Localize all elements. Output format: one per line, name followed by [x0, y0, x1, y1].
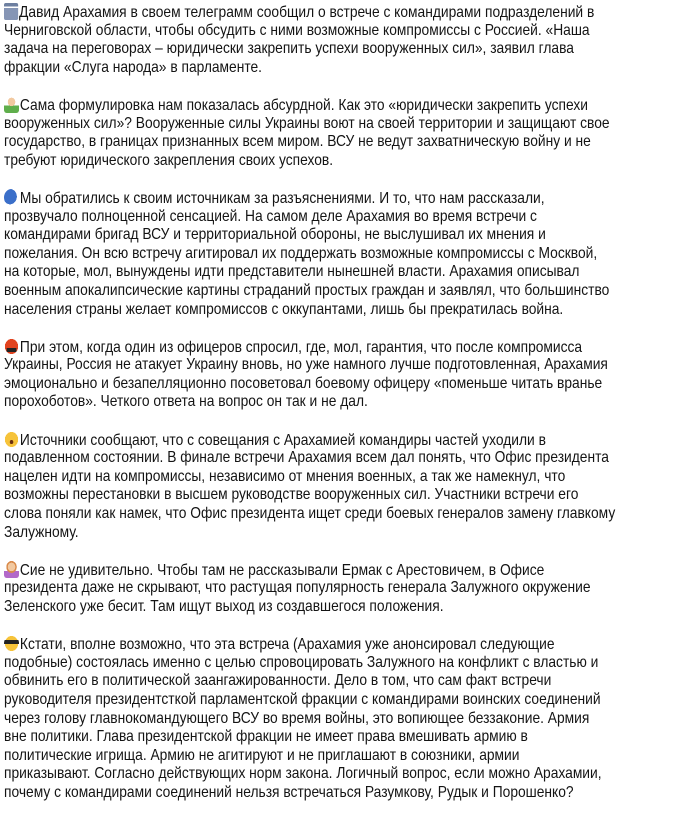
paragraph [4, 96, 686, 170]
text-line [4, 133, 608, 152]
line-text: командирами бригад ВСУ и территориальной обороны, не выслушивал их мнения и [4, 226, 546, 244]
line-text: задача на переговорах – юридически закрепить успехи вооруженных сил», заявил глава [4, 40, 574, 58]
line-text: на которые, мол, вынуждены идти представители нынешней власти. Арахамия описывал [4, 263, 580, 281]
line-text: Сие не удивительно. Чтобы там не рассказывали Ермак с Арестовичем, в Офисе [19, 561, 545, 579]
line-text: обвинить его в политической заангажированности. Дело в том, что сам факт встречи [4, 672, 552, 690]
text-line [4, 449, 608, 468]
paragraph [4, 561, 686, 617]
line-text: возможны перестановки в высшем руководстве вооруженных сил. Участники встречи его [4, 486, 579, 504]
line-text: Черниговской области, чтобы обсудить с ними возможные компромиссы с Россией. «Наша [4, 21, 590, 39]
line-text: слова поняли как намек, что Офис президента ищет среди боевых генералов замену главкому [4, 505, 616, 523]
text-line [4, 747, 608, 766]
sunglasses-face-icon [4, 635, 19, 652]
man-facepalming-icon [4, 96, 19, 113]
paragraph [4, 338, 686, 412]
text-line [4, 710, 608, 729]
woman-facepalming-icon [4, 561, 19, 578]
line-text: фракции «Слуга народа» в парламенте. [4, 58, 263, 76]
line-text: нацелен идти на компромиссы, независимо от мнения военных, а так же намекнул, что [4, 467, 566, 485]
line-text: пожелания. Он всю встречу агитировал их поддержать возможные компромиссы с Москвой, [4, 244, 598, 262]
line-text: требуют юридического закрепления своих успехов. [4, 151, 334, 169]
text-line [4, 765, 608, 784]
paragraph [4, 431, 686, 543]
line-text: Украины, Россия не атакует Украину вновь, но уже намного лучше подготовленная, Арахамия [4, 356, 608, 374]
line-text: государство, в границах признанных всем миром. ВСУ не ведут захватническую войну и не [4, 133, 591, 151]
line-text: вооруженных сил»? Вооруженные силы Украины воют на своей территории и защищают свое [4, 114, 610, 132]
line-text: вне политики. Глава президентской фракции не имеет права вмешивать армию в [4, 728, 528, 746]
text-line [4, 263, 608, 282]
line-text: Залужному. [4, 523, 79, 541]
text-line [4, 393, 608, 412]
text-line [4, 208, 608, 227]
line-text: Кстати, вполне возможно, что эта встреча (Арахамия уже анонсировал следующие [19, 636, 555, 654]
line-text: почему с командирами соединений нельзя встречаться Разумкову, Рудык и Порошенко? [4, 783, 574, 801]
text-line [4, 468, 608, 487]
text-line [4, 189, 608, 208]
text-line [4, 375, 608, 394]
line-text: Источники сообщают, что с совещания с Арахамией командиры частей уходили в [19, 431, 546, 449]
text-line [4, 524, 608, 543]
text-line [4, 672, 608, 691]
text-line [4, 245, 608, 264]
line-text: подавленном состоянии. В финале встречи Арахамия всем дал понять, что Офис президента [4, 449, 609, 467]
text-line [4, 59, 608, 78]
line-text: прозвучало полноценной сенсацией. На самом деле Арахамия во время встречи с [4, 207, 537, 225]
line-text: населения страны желает компромиссов с оккупантами, лишь бы прекратилась война. [4, 300, 564, 318]
line-text: порохоботов». Четкого ответа на вопрос он так и не дал. [4, 393, 368, 411]
line-text: руководителя президентсткой парламентской фракции с командирами воинских соединений [4, 690, 601, 708]
text-line [4, 728, 608, 747]
text-line [4, 338, 608, 357]
line-text: При этом, когда один из офицеров спросил, где, мол, гарантия, что после компромисса [19, 338, 583, 356]
text-line [4, 635, 608, 654]
post-body [4, 3, 686, 821]
text-line [4, 282, 608, 301]
text-line [4, 3, 608, 22]
text-line [4, 505, 616, 524]
speaking-head-icon [4, 189, 19, 206]
line-text: военным апокалипсические картины страданий простых граждан и заявлял, что большинство [4, 281, 610, 299]
line-text: приказывают. Согласно действующих норм закона. Логичный вопрос, если можно Арахамии, [4, 765, 602, 783]
text-line [4, 356, 608, 375]
paragraph [4, 189, 686, 319]
text-line [4, 598, 608, 617]
face-with-symbols-icon [4, 338, 19, 355]
text-line [4, 301, 608, 320]
line-text: подобные) состоялась именно с целью спровоцировать Залужного на конфликт с властью и [4, 653, 599, 671]
text-line [4, 40, 608, 59]
text-line [4, 691, 608, 710]
text-line [4, 431, 608, 450]
text-line [4, 486, 608, 505]
line-text: Зеленского уже бесит. Там ищут выход из создавшегося положения. [4, 598, 444, 615]
line-text: президента даже не скрывают, что растущая популярность генерала Залужного окружение [4, 579, 591, 597]
text-line [4, 654, 608, 673]
line-text: политические игрища. Армию не агитируют и не приглашают в союзники, армии [4, 746, 520, 764]
text-line [4, 226, 608, 245]
text-line [4, 96, 608, 115]
classical-building-icon [4, 3, 18, 20]
line-text: Сама формулировка нам показалась абсурдной. Как это «юридически закрепить успехи [19, 96, 588, 114]
text-line [4, 579, 608, 598]
line-text: Давид Арахамия в своем телеграмм сообщил о встрече с командирами подразделений в [19, 4, 595, 21]
text-line [4, 152, 608, 171]
line-text: Мы обратились к своим источникам за разъяснениями. И то, что нам рассказали, [19, 189, 545, 207]
paragraph [4, 635, 686, 802]
surprised-face-icon [4, 431, 19, 448]
text-line [4, 22, 608, 41]
line-text: эмоционально и безапелляционно посоветовал боевому офицеру «поменьше читать вранье [4, 374, 603, 392]
text-line [4, 115, 608, 134]
paragraph [4, 3, 686, 77]
text-line [4, 561, 608, 580]
line-text: через голову главнокомандующего ВСУ во время войны, это вопиющее беззаконие. Армия [4, 709, 590, 727]
